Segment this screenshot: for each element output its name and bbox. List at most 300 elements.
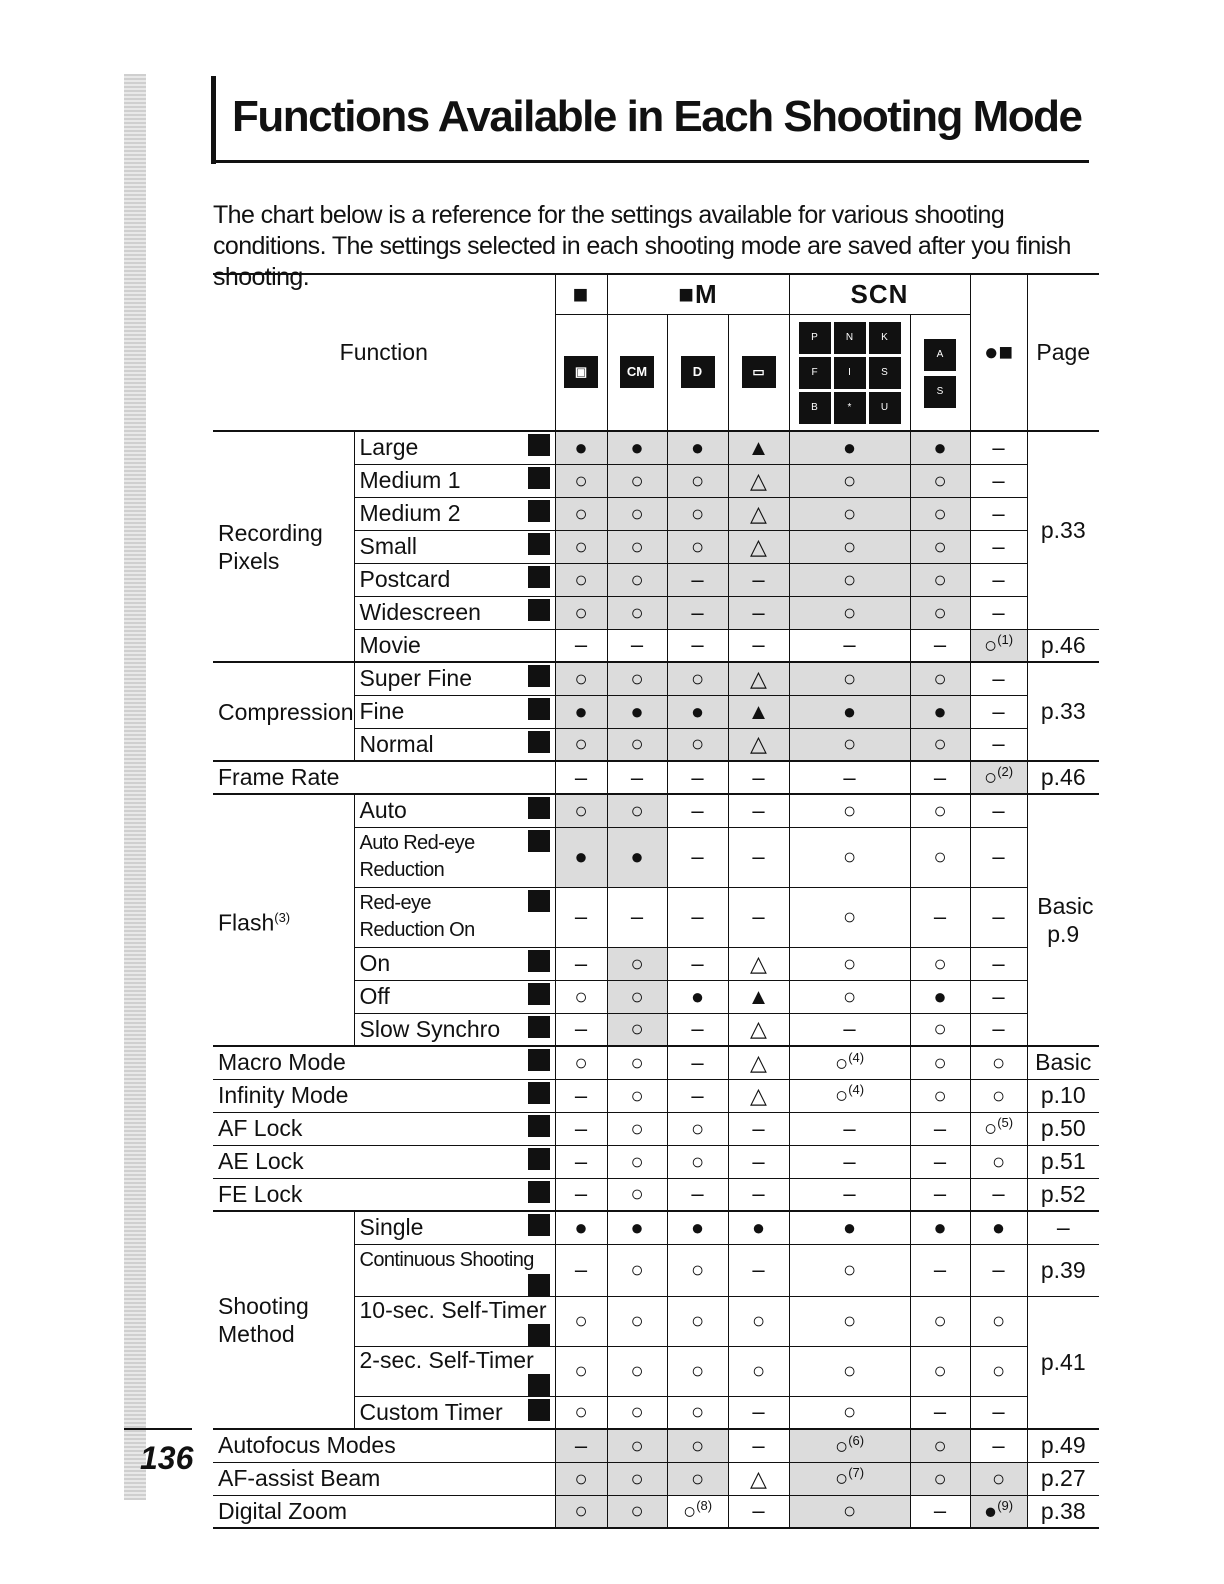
- mode-value: ○: [983, 632, 998, 658]
- mode-value: ○: [630, 467, 644, 493]
- function-label: [213, 761, 555, 794]
- mode-value: –: [574, 764, 588, 790]
- function-name: Infinity Mode: [218, 1082, 349, 1108]
- mode-cell: [728, 947, 789, 980]
- mode-cell: [728, 1145, 789, 1178]
- function-label: [213, 1112, 555, 1145]
- function-label: [213, 1079, 555, 1112]
- page-ref-text: p.46: [1040, 631, 1086, 658]
- mode-value: ○: [690, 467, 705, 493]
- mode-cell: [970, 662, 1027, 695]
- mode-cell: [607, 695, 667, 728]
- mode-value: –: [843, 1181, 856, 1207]
- mode-value: ○: [933, 731, 947, 757]
- mode-cell: [910, 1079, 970, 1112]
- page-label: Page: [1036, 339, 1091, 365]
- mode-value: ○: [574, 1358, 588, 1383]
- function-icon: [528, 434, 550, 456]
- mode-value: –: [992, 983, 1005, 1009]
- mode-cell: [789, 1112, 910, 1145]
- mode-value: ○: [630, 599, 644, 625]
- mode-cell: [667, 794, 728, 827]
- underwater-icon: U: [869, 392, 901, 424]
- function-name: FE Lock: [218, 1180, 303, 1207]
- mode-cell: [789, 980, 910, 1013]
- mode-cell: [607, 761, 667, 794]
- mode-cell: [667, 1046, 728, 1079]
- mode-cell: [910, 1396, 970, 1429]
- mode-value: –: [992, 467, 1005, 493]
- mode-value: ○: [630, 500, 644, 526]
- function-name: 10-sec. Self-Timer: [359, 1296, 547, 1323]
- manual-mode-icon: CM: [620, 356, 654, 388]
- mode-cell: [728, 530, 789, 563]
- function-name: Small: [359, 533, 418, 559]
- mode-cell: [555, 887, 607, 947]
- mode-value: –: [843, 632, 856, 658]
- mode-cell: [910, 794, 970, 827]
- mode-value: –: [843, 1016, 856, 1042]
- mode-value: ○: [630, 1082, 644, 1108]
- mode-value: ○: [630, 1016, 644, 1042]
- page-reference: [1027, 629, 1099, 662]
- mode-cell: [555, 1112, 607, 1145]
- mode-value: ●: [933, 983, 947, 1009]
- mode-value: ○: [574, 731, 588, 757]
- function-name: Movie: [359, 631, 421, 658]
- function-name: Large: [359, 434, 419, 461]
- mode-value: ○: [933, 467, 947, 493]
- function-icon: [528, 533, 550, 555]
- mode-value: ○: [933, 1082, 947, 1108]
- function-name: AF Lock: [218, 1115, 303, 1141]
- mode-cell: [970, 794, 1027, 827]
- mode-value: –: [933, 1148, 947, 1174]
- footnote-mark: (9): [997, 1498, 1014, 1514]
- mode-value: –: [574, 1432, 588, 1458]
- function-name: AF-assist Beam: [218, 1465, 381, 1491]
- mode-cell: [789, 1145, 910, 1178]
- mode-cell: [607, 887, 667, 947]
- function-label: [354, 1296, 555, 1346]
- mode-value: ○: [630, 1399, 644, 1425]
- table-row: [213, 761, 1099, 794]
- fireworks-icon: *: [834, 392, 866, 424]
- beach-icon: B: [799, 392, 831, 424]
- mode-cell: [970, 827, 1027, 887]
- mode-value: ○: [933, 1358, 947, 1383]
- function-header: [213, 274, 555, 431]
- mode-value: ○: [630, 665, 644, 691]
- footnote-mark: (4): [848, 1049, 865, 1065]
- mode-cell: [728, 1296, 789, 1346]
- mode-cell: [970, 1112, 1027, 1145]
- scene-modes-header: [789, 314, 910, 431]
- mode-cell: [789, 1296, 910, 1346]
- page-edge: [124, 74, 146, 1500]
- footnote-mark: (7): [848, 1465, 865, 1481]
- mode-value: ○: [574, 467, 588, 493]
- function-icon: [528, 665, 550, 687]
- portrait-icon: P: [799, 322, 831, 354]
- mode-cell: [555, 728, 607, 761]
- mode-cell: [910, 947, 970, 980]
- mode-value: △: [750, 950, 767, 976]
- function-label: [354, 431, 555, 464]
- mode-value: ○: [933, 500, 947, 526]
- mode-cell: [667, 629, 728, 662]
- mode-cell: [789, 662, 910, 695]
- function-label: [354, 728, 555, 761]
- function-label: [354, 1013, 555, 1046]
- mode-cell: [555, 761, 607, 794]
- mode-cell: [970, 1145, 1027, 1178]
- mode-cell: [789, 794, 910, 827]
- mode-cell: [728, 1079, 789, 1112]
- mode-cell: [555, 794, 607, 827]
- mode-cell: [910, 1462, 970, 1495]
- mode-cell: [789, 464, 910, 497]
- mode-cell: [910, 887, 970, 947]
- mode-value: ○: [842, 566, 857, 592]
- mode-value: –: [992, 434, 1005, 460]
- mode-value: ●: [630, 434, 644, 460]
- mode-value: –: [933, 1181, 947, 1207]
- mode-cell: [970, 1429, 1027, 1462]
- mode-cell: [789, 497, 910, 530]
- function-label: [354, 629, 555, 662]
- manual-mode-header: [607, 314, 667, 431]
- page-ref-text: p.52: [1040, 1180, 1086, 1207]
- page-reference: [1027, 1046, 1099, 1079]
- mode-value: △: [750, 1049, 767, 1075]
- function-name: Single: [359, 1214, 424, 1241]
- mode-cell: [970, 1396, 1027, 1429]
- mode-cell: [728, 1244, 789, 1296]
- mode-cell: [789, 596, 910, 629]
- mode-cell: [728, 887, 789, 947]
- function-label: [354, 662, 555, 695]
- row-group-label: [213, 1211, 354, 1429]
- mode-value: ▲: [747, 983, 770, 1009]
- mode-value: ○: [933, 1308, 947, 1333]
- mode-value: ○: [630, 1465, 644, 1491]
- function-name: Normal: [359, 730, 434, 757]
- scn-group-header: [789, 274, 970, 314]
- mode-cell: [728, 695, 789, 728]
- mode-cell: [607, 1396, 667, 1429]
- mode-cell: [555, 1079, 607, 1112]
- mode-value: –: [992, 844, 1005, 869]
- mode-cell: [667, 431, 728, 464]
- mode-value: ○: [842, 500, 857, 526]
- mode-value: ○: [842, 1308, 857, 1333]
- mode-cell: [667, 1296, 728, 1346]
- mode-value: ○: [991, 1082, 1006, 1108]
- mode-value: –: [843, 1148, 856, 1174]
- mode-cell: [789, 761, 910, 794]
- mode-value: ○: [933, 844, 947, 869]
- mode-value: ○: [690, 533, 705, 559]
- mode-value: –: [933, 632, 947, 658]
- mode-cell: [910, 629, 970, 662]
- mode-value: ○: [630, 731, 644, 757]
- mode-value: ○: [933, 665, 947, 691]
- mode-value: –: [630, 764, 644, 790]
- mode-cell: [555, 827, 607, 887]
- function-name: Auto Red-eye Reduction: [359, 832, 475, 881]
- mode-value: –: [691, 950, 704, 976]
- mode-cell: [910, 1145, 970, 1178]
- mode-cell: [910, 596, 970, 629]
- function-name: Postcard: [359, 566, 451, 592]
- stitch-assist-icon: ▭: [742, 356, 776, 388]
- row-group-label: [213, 431, 354, 662]
- page-reference: [1027, 1296, 1099, 1429]
- mode-value: –: [992, 1399, 1005, 1425]
- mode-cell: [607, 728, 667, 761]
- page-ref-text: p.33: [1040, 516, 1086, 543]
- mode-value: ○: [574, 599, 588, 625]
- mode-value: –: [933, 904, 947, 929]
- mode-value: –: [752, 904, 765, 929]
- function-label: [354, 887, 555, 947]
- function-name: Red-eye Reduction On: [359, 892, 475, 941]
- mode-cell: [910, 1046, 970, 1079]
- mode-cell: [607, 1495, 667, 1528]
- mode-cell: [555, 1495, 607, 1528]
- mode-cell: [607, 497, 667, 530]
- mode-cell: [555, 1346, 607, 1396]
- mode-cell: [607, 530, 667, 563]
- mode-cell: [728, 1429, 789, 1462]
- mode-value: ○: [991, 1148, 1006, 1174]
- mode-value: ○: [690, 1115, 705, 1141]
- function-icon: [528, 566, 550, 588]
- table-row: [213, 1046, 1099, 1079]
- page-ref-text: p.51: [1040, 1148, 1086, 1174]
- mode-value: ○: [574, 983, 588, 1009]
- function-name: Frame Rate: [218, 764, 340, 790]
- mode-cell: [667, 1495, 728, 1528]
- mode-cell: [910, 563, 970, 596]
- mode-value: ○: [574, 566, 588, 592]
- mode-value: ○: [842, 950, 857, 976]
- function-icon: [528, 797, 550, 819]
- page-reference: [1027, 1112, 1099, 1145]
- mode-value: ○: [630, 950, 644, 976]
- page-number: 136: [140, 1440, 194, 1476]
- page-reference: [1027, 1244, 1099, 1296]
- foliage-icon: F: [799, 357, 831, 389]
- manual-group-label: M: [695, 278, 718, 309]
- mode-cell: [555, 947, 607, 980]
- page-reference: [1027, 794, 1099, 1046]
- mode-cell: [667, 1396, 728, 1429]
- mode-cell: [607, 1346, 667, 1396]
- mode-value: △: [750, 1082, 767, 1108]
- mode-cell: [728, 980, 789, 1013]
- mode-cell: [789, 887, 910, 947]
- mode-cell: [607, 431, 667, 464]
- mode-cell: [910, 1178, 970, 1211]
- mode-value: ○: [574, 665, 588, 691]
- function-icon: [528, 1115, 550, 1137]
- table-row: [213, 1462, 1099, 1495]
- function-name: Slow Synchro: [359, 1015, 501, 1042]
- mode-cell: [970, 728, 1027, 761]
- mode-value: –: [752, 632, 765, 658]
- mode-cell: [667, 1346, 728, 1396]
- function-name: Fine: [359, 698, 405, 724]
- function-label: Function: [339, 339, 428, 365]
- mode-value: ○: [574, 1049, 588, 1075]
- mode-cell: [789, 1079, 910, 1112]
- mode-cell: [970, 1046, 1027, 1079]
- page-ref-text: Basic p.9: [1037, 893, 1094, 947]
- mode-value: △: [750, 1465, 767, 1491]
- mode-value: ●: [690, 434, 705, 460]
- mode-cell: [728, 662, 789, 695]
- function-label: [354, 1396, 555, 1429]
- function-name: Digital Zoom: [218, 1497, 348, 1524]
- mode-cell: [970, 1079, 1027, 1112]
- page-ref-text: p.10: [1040, 1082, 1086, 1108]
- page-ref-text: p.39: [1040, 1256, 1086, 1283]
- mode-value: –: [574, 1257, 588, 1282]
- mode-value: ●: [991, 1214, 1006, 1240]
- table-row: [213, 662, 1099, 695]
- mode-cell: [910, 1346, 970, 1396]
- mode-value: –: [691, 764, 704, 790]
- mode-value: –: [992, 1016, 1005, 1042]
- mode-value: –: [691, 1016, 704, 1042]
- mode-cell: [555, 1211, 607, 1244]
- mode-value: ○: [933, 599, 947, 625]
- page-ref-text: p.50: [1040, 1115, 1086, 1141]
- mode-value: –: [574, 1016, 588, 1042]
- mode-cell: [970, 1296, 1027, 1346]
- mode-value: –: [574, 904, 588, 929]
- mode-cell: [607, 629, 667, 662]
- mode-value: –: [933, 1257, 947, 1282]
- mode-cell: [728, 596, 789, 629]
- mode-value: ○: [991, 1358, 1006, 1383]
- mode-cell: [789, 431, 910, 464]
- mode-value: ○: [842, 904, 857, 929]
- table-row: [213, 1079, 1099, 1112]
- function-label: [354, 695, 555, 728]
- mode-cell: [789, 1244, 910, 1296]
- mode-cell: [667, 947, 728, 980]
- mode-cell: [607, 1296, 667, 1346]
- mode-cell: [910, 431, 970, 464]
- mode-cell: [555, 497, 607, 530]
- mode-cell: [667, 1462, 728, 1495]
- mode-value: ○: [630, 1308, 644, 1333]
- page-reference: [1027, 1211, 1099, 1244]
- table-row: [213, 1429, 1099, 1462]
- mode-cell: [970, 1346, 1027, 1396]
- mode-value: –: [992, 1181, 1005, 1207]
- mode-value: –: [992, 599, 1005, 625]
- mode-cell: [970, 1211, 1027, 1244]
- digital-macro-header: [667, 314, 728, 431]
- color-accent-icon: A: [924, 339, 956, 371]
- mode-value: –: [574, 1181, 588, 1207]
- mode-value: –: [752, 1498, 765, 1524]
- mode-value: –: [933, 1399, 947, 1425]
- function-name: Off: [359, 983, 390, 1009]
- mode-cell: [607, 1244, 667, 1296]
- table-row: [213, 1211, 1099, 1244]
- mode-value: –: [574, 1148, 588, 1174]
- mode-value: ●: [842, 1214, 857, 1240]
- mode-value: ○: [842, 467, 857, 493]
- mode-cell: [789, 1046, 910, 1079]
- mode-value: ○: [690, 1432, 705, 1458]
- mode-cell: [607, 563, 667, 596]
- function-name: Continuous Shooting: [359, 1248, 534, 1271]
- indoor-icon: I: [834, 357, 866, 389]
- function-name: Medium 2: [359, 500, 461, 526]
- mode-value: ○: [842, 1399, 857, 1425]
- mode-cell: [789, 1462, 910, 1495]
- group-text: Compression: [218, 698, 354, 725]
- mode-cell: [789, 827, 910, 887]
- function-label: [354, 947, 555, 980]
- mode-value: ○: [630, 566, 644, 592]
- table-row: [213, 1178, 1099, 1211]
- mode-cell: [555, 1178, 607, 1211]
- mode-cell: [728, 827, 789, 887]
- mode-value: ○: [842, 1257, 857, 1282]
- mode-value: ○: [933, 1432, 947, 1458]
- mode-cell: [970, 563, 1027, 596]
- mode-cell: [789, 530, 910, 563]
- mode-value: –: [752, 1115, 765, 1141]
- page-ref-text: p.41: [1040, 1348, 1086, 1375]
- mode-cell: [970, 596, 1027, 629]
- mode-cell: [970, 695, 1027, 728]
- mode-value: –: [691, 599, 704, 625]
- mode-cell: [970, 431, 1027, 464]
- function-label: [213, 1178, 555, 1211]
- function-label: [354, 1346, 555, 1396]
- mode-value: –: [992, 731, 1005, 757]
- function-icon: [528, 1324, 550, 1346]
- page-ref-text: p.46: [1040, 764, 1086, 790]
- scene-mode-icons: [799, 322, 901, 424]
- function-name: Medium 1: [359, 467, 461, 493]
- function-label: [213, 1145, 555, 1178]
- mode-cell: [910, 827, 970, 887]
- mode-cell: [607, 1211, 667, 1244]
- function-name: 2-sec. Self-Timer: [359, 1346, 534, 1373]
- mode-cell: [607, 1178, 667, 1211]
- mode-cell: [555, 530, 607, 563]
- mode-value: ○: [834, 1465, 849, 1491]
- mode-value: ○: [933, 1465, 947, 1491]
- mode-cell: [667, 1178, 728, 1211]
- mode-cell: [607, 1046, 667, 1079]
- mode-value: ○: [630, 1181, 644, 1207]
- mode-value: ○: [751, 1308, 766, 1333]
- footnote-mark: (2): [997, 764, 1014, 780]
- function-icon: [528, 830, 550, 852]
- mode-cell: [667, 695, 728, 728]
- mode-cell: [789, 1211, 910, 1244]
